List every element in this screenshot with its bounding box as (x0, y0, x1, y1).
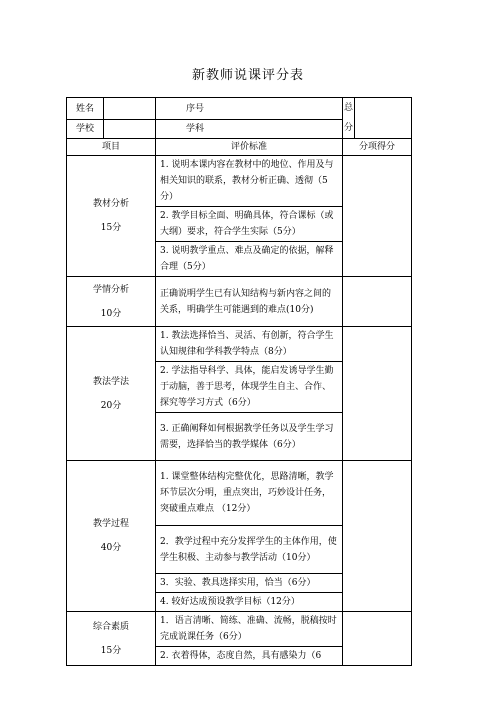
score-cell[interactable] (343, 612, 412, 666)
total-label-1: 总 (344, 103, 354, 113)
name-value-cell[interactable] (104, 98, 156, 120)
section-name: 教材分析 (92, 199, 129, 209)
section-points: 20分 (100, 400, 122, 411)
column-item: 项目 (67, 139, 156, 156)
section-name: 学情分析 (92, 284, 129, 295)
section-name: 综合素质 (92, 621, 129, 632)
total-label-cell (343, 98, 355, 139)
section-item (67, 156, 156, 277)
subject-label: 学科 (156, 120, 343, 139)
column-score: 分项得分 (343, 139, 412, 156)
criterion: 3. 说明教学重点、难点及确定的依据，解释合理（5分） (156, 242, 343, 277)
school-value-cell[interactable] (104, 120, 156, 139)
school-label: 学校 (67, 120, 104, 139)
section-item (67, 327, 156, 461)
criterion: 正确说明学生已有认知结构与新内容之间的关系，明确学生可能遇到的难点(10分) (156, 277, 343, 327)
score-cell[interactable] (343, 156, 412, 277)
section-item (67, 461, 156, 612)
section-points: 15分 (100, 645, 122, 656)
number-label: 序号 (156, 98, 343, 120)
score-table (66, 97, 412, 666)
page-title: 新教师说课评分表 (191, 68, 304, 83)
total-score-cell[interactable] (355, 98, 412, 139)
criterion: 4. 较好达成预设教学目标（12分） (156, 593, 343, 612)
section-name: 教学过程 (92, 519, 129, 529)
section-points: 40分 (100, 543, 122, 553)
section-points: 10分 (100, 308, 122, 319)
score-cell[interactable] (343, 461, 412, 612)
criterion: 3．实验、教具选择实用，恰当（6分） (156, 574, 343, 593)
criterion: 2. 教学目标全面、明确具体，符合课标（或大纲）要求，符合学生实际（5分） (156, 207, 343, 242)
section-item (67, 277, 156, 327)
criterion: 2．教学过程中充分发挥学生的主体作用，使学生积极、主动参与教学活动（10分） (156, 526, 343, 574)
section-name: 教法学法 (92, 376, 129, 387)
section-points: 15分 (100, 223, 122, 233)
criterion: 1. 说明本课内容在教材中的地位、作用及与相关知识的联系，教材分析正确、透彻（5分） (156, 156, 343, 207)
score-cell[interactable] (343, 277, 412, 327)
name-label: 姓名 (67, 98, 104, 120)
criterion: 1. 课堂整体结构完整优化，思路清晰，教学环节层次分明，重点突出，巧妙设计任务，突破重点难点 （12分） (156, 461, 343, 526)
criterion: 1. 教法选择恰当、灵活、有创新，符合学生认知规律和学科教学特点（8分） (156, 327, 343, 362)
score-cell[interactable] (343, 327, 412, 461)
criterion: 2. 学法指导科学、具体，能启发诱导学生勤于动脑，善于思考，体现学生自主、合作、探究等学习方式（6分） (156, 362, 343, 413)
criterion: 3. 正确阐释如何根据教学任务以及学生学习需要，选择恰当的教学媒体（6分） (156, 413, 343, 461)
section-item (67, 612, 156, 666)
criterion: 1．语言清晰、简练、准确、流畅，脱稿按时完成说课任务（6分） (156, 612, 343, 647)
column-criteria: 评价标准 (156, 139, 343, 156)
total-label-2: 分 (344, 123, 354, 133)
criterion: 2. 衣着得体，态度自然，具有感染力（6 (156, 647, 343, 666)
